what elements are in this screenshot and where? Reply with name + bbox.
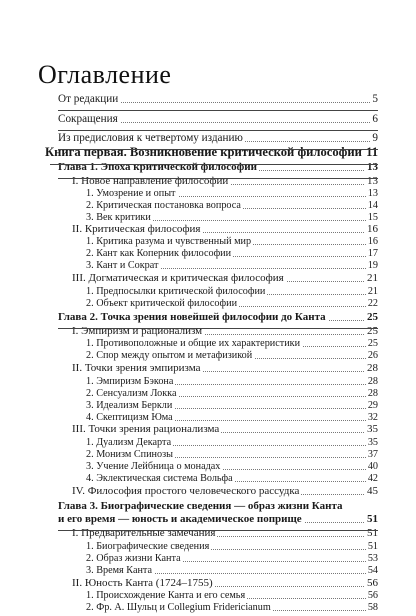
- toc-entry-page: 42: [367, 472, 378, 484]
- toc-entry-label: 1. Дуализм Декарта: [86, 436, 172, 448]
- divider: [58, 149, 378, 150]
- toc-entry-page: 25: [367, 311, 378, 323]
- toc-entry-label: 1. Умозрение и опыт: [86, 187, 176, 199]
- toc-entry-label: 1. Происхождение Канта и его семья: [86, 589, 246, 601]
- toc-entry-page: 28: [367, 387, 378, 399]
- toc-entry-label: Глава 1. Эпоха критической философии: [58, 161, 257, 173]
- toc-entry-page: 16: [367, 223, 378, 235]
- toc-entry-label: и его время — юность и академическое поприще: [58, 513, 302, 525]
- toc-entry-label: 1. Критика разума и чувственный мир: [86, 235, 252, 247]
- divider: [58, 110, 378, 111]
- toc-entry-label: 1. Предпосылки критической философии: [86, 285, 266, 297]
- toc-entry-label: Сокращения: [58, 112, 118, 125]
- toc-entry-page: 6: [372, 112, 378, 125]
- toc-entry-page: 13: [367, 161, 378, 173]
- toc-entry-page: 37: [367, 448, 378, 460]
- toc-entry-page: 56: [367, 577, 378, 589]
- toc-entry-page: 17: [367, 247, 378, 259]
- toc-entry-page: 51: [367, 527, 378, 539]
- toc-entry-label: 2. Спор между опытом и метафизикой: [86, 349, 253, 361]
- toc-entry-page: 28: [367, 375, 378, 387]
- toc-entry: [0, 113, 416, 128]
- toc-entry-page: 58: [367, 601, 378, 613]
- toc-entry-label: 4. Скептицизм Юма: [86, 411, 173, 423]
- toc-entry-label: 1. Биографические сведения: [86, 540, 210, 552]
- toc-entry-label: III. Точки зрения рационализма: [72, 423, 220, 435]
- toc-entry-label: 3. Учение Лейбница о монадах: [86, 460, 221, 472]
- toc-entry: [0, 513, 416, 528]
- toc-entry: [0, 362, 416, 377]
- toc-entry-page: 25: [367, 337, 378, 349]
- toc-entry-label: 1. Эмпиризм Бэкона: [86, 375, 174, 387]
- toc-entry: [0, 272, 416, 287]
- toc-entry-page: 53: [367, 552, 378, 564]
- toc-entry-label: 1. Противоположные и общие их характеристики: [86, 337, 301, 349]
- toc-entry-label: III. Догматическая и критическая философия: [72, 272, 284, 284]
- toc-entry-label: 2. Монизм Спинозы: [86, 448, 173, 460]
- toc-entry-page: 5: [372, 92, 378, 105]
- toc-entry-page: 56: [367, 589, 378, 601]
- toc-entry-page: 21: [367, 272, 378, 284]
- toc-entry-label: 3. Время Канта: [86, 564, 153, 576]
- toc-entry-page: 26: [367, 349, 378, 361]
- toc-entry-page: 40: [367, 460, 378, 472]
- page-title: Оглавление: [38, 60, 172, 89]
- toc-entry-page: 51: [367, 513, 378, 525]
- toc-entry-label: 2. Критическая постановка вопроса: [86, 199, 241, 211]
- toc-entry-label: 4. Эклектическая система Вольфа: [86, 472, 233, 484]
- toc-entry-page: 15: [367, 211, 378, 223]
- divider: [50, 164, 378, 165]
- toc-entry-label: 3. Идеализм Беркли: [86, 399, 173, 411]
- toc-entry-page: 16: [367, 235, 378, 247]
- divider: [58, 130, 378, 131]
- toc-entry-label: Глава 3. Биографические сведения — образ жизни Канта: [58, 500, 343, 512]
- toc-entry-label: IV. Философия простого человеческого рассудка: [72, 485, 300, 497]
- toc-entry-label: Глава 2. Точка зрения новейшей философии до Канта: [58, 311, 326, 323]
- toc-entry-label: От редакции: [58, 92, 119, 105]
- toc-entry-page: 51: [367, 540, 378, 552]
- toc-entry-page: 21: [367, 285, 378, 297]
- divider: [58, 530, 378, 531]
- divider: [58, 178, 378, 179]
- toc-entry: [0, 93, 416, 108]
- toc-entry: [0, 311, 416, 326]
- toc-entry: [0, 298, 416, 312]
- toc-entry-label: I. Эмпиризм и рационализм: [72, 325, 203, 337]
- toc-entry-page: 22: [367, 297, 378, 309]
- toc-entry: [0, 602, 416, 616]
- toc-entry-page: 13: [367, 187, 378, 199]
- toc-entry: [0, 423, 416, 438]
- toc-entry-label: 3. Кант и Сократ: [86, 259, 159, 271]
- toc-entry-label: I. Предварительные замечания: [72, 527, 216, 539]
- toc-entry-label: II. Критическая философия: [72, 223, 201, 235]
- toc-entry-page: 32: [367, 411, 378, 423]
- toc-entry-page: 13: [367, 175, 378, 187]
- toc-entry-page: 35: [367, 423, 378, 435]
- toc-entry-page: 9: [372, 131, 378, 144]
- toc-entry-page: 35: [367, 436, 378, 448]
- divider: [58, 328, 378, 329]
- toc-entry-label: 2. Кант как Коперник философии: [86, 247, 232, 259]
- toc-entry-label: II. Точки зрения эмпиризма: [72, 362, 201, 374]
- toc-entry-label: 2. Объект критической философии: [86, 297, 238, 309]
- toc-entry-label: Книга первая. Возникновение критической философии: [45, 145, 362, 160]
- toc-entry-page: 45: [367, 485, 378, 497]
- toc-entry: [0, 485, 416, 500]
- toc-entry-label: 2. Образ жизни Канта: [86, 552, 181, 564]
- toc-entry-label: 2. Сенсуализм Локка: [86, 387, 177, 399]
- toc-entry-page: 19: [367, 259, 378, 271]
- toc-entry-label: II. Юность Канта (1724–1755): [72, 577, 213, 589]
- toc-entry-page: 54: [367, 564, 378, 576]
- toc-entry-page: 11: [366, 145, 378, 160]
- toc-entry-page: 28: [367, 362, 378, 374]
- toc-entry-label: I. Новое направление философии: [72, 175, 229, 187]
- toc-entry-page: 29: [367, 399, 378, 411]
- toc-entry-page: 14: [367, 199, 378, 211]
- toc-entry-page: 25: [367, 325, 378, 337]
- toc-entry-label: 3. Век критики: [86, 211, 151, 223]
- toc-entry-label: 2. Фр. А. Шульц и Collegium Fridericianum: [86, 601, 271, 613]
- toc-entry: [0, 145, 416, 162]
- toc-entry-label: Из предисловия к четвертому изданию: [58, 131, 243, 144]
